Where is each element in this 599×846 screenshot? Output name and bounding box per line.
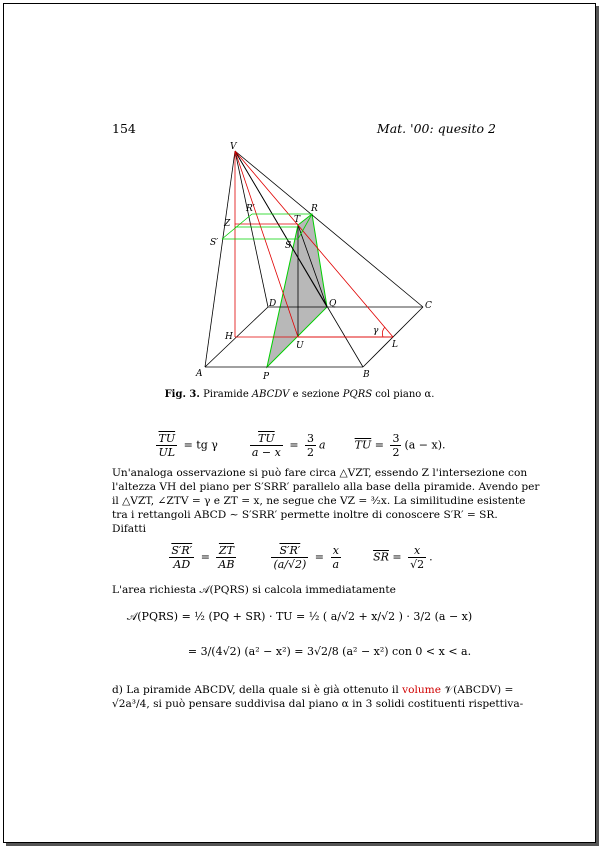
para1-line4: tra i rettangoli ABCD ∼ S′SRR′ permette inoltre di conoscere S′R′ = SR. [112, 509, 498, 521]
label-l: L [392, 340, 398, 350]
label-r1: R′ [246, 204, 255, 214]
equation-1: $\frac{\overline{TU}}{UL}$ = tg γ $\frac{\overline{TU}}{a - x}$ = $\frac{3}{2}$ a $\overline{TU}$ = $\frac{3}{2}$ (a − x). [158, 432, 446, 459]
para1-line1: Un'analoga osservazione si può fare circa △VZT, essendo Z l'intersezione con [112, 467, 528, 479]
equation-3-line-1: 𝒜(PQRS) = ½ (PQ + SR) · TU = ½ ( a/√2 + x/√2 ) · 3/2 (a − x) [126, 610, 473, 623]
equation-3-line-2: = 3/(4√2) (a² − x²) = 3√2/8 (a² − x²) con 0 < x < a. [187, 645, 472, 658]
para1-line3: il △VZT, ∠ZTV = γ e ZT = x, ne segue che VZ = ³⁄₂x. La similitudine esistente [112, 495, 526, 507]
label-q: Q [329, 299, 337, 309]
paragraph-2: L'area richiesta 𝒜(PQRS) si calcola immediatamente [112, 584, 396, 596]
paragraph-3: d) La piramide ABCDV, della quale si è già ottenuto il volume 𝒱(ABCDV) = √2a³/4, si può pensare suddivisa dal piano α in 3 solidi costituenti rispettiva- [112, 684, 524, 710]
page-number: 154 [112, 121, 136, 136]
label-z: Z [224, 219, 231, 229]
equation-2: $\frac{S'R'}{AD}$ = $\frac{\overline{ZT}}{AB}$ $\frac{S'R'}{(a/√2)}$ = $\frac{x}{a}$ $\overline{SR}$ = $\frac{x}{√2}$ . [171, 544, 433, 571]
para1-line5: Difatti [112, 523, 147, 535]
running-title: Mat. '00: quesito 2 [376, 121, 496, 136]
pyramid-figure [180, 138, 440, 383]
label-p: P [263, 372, 270, 382]
label-a: A [196, 369, 203, 379]
label-d: D [269, 299, 277, 309]
paragraph-1 [112, 466, 540, 536]
label-r: R [311, 204, 318, 214]
volume-link[interactable]: volume [402, 684, 441, 696]
label-b: B [363, 370, 370, 380]
page-frame [3, 3, 596, 843]
label-u: U [296, 341, 304, 351]
label-gamma: γ [373, 326, 379, 336]
label-c: C [425, 301, 432, 311]
para1-line2: l'altezza VH del piano per S′SRR′ parallelo alla base della piramide. Avendo per [112, 481, 540, 493]
label-h: H [225, 332, 233, 342]
gamma-arc [382, 327, 385, 337]
label-v: V [230, 142, 237, 152]
label-t: T [294, 215, 301, 225]
label-s1: S′ [210, 238, 219, 248]
label-s: S [285, 241, 292, 251]
figure-caption: Fig. 3. Piramide ABCDV e sezione PQRS col piano α. [164, 389, 435, 400]
